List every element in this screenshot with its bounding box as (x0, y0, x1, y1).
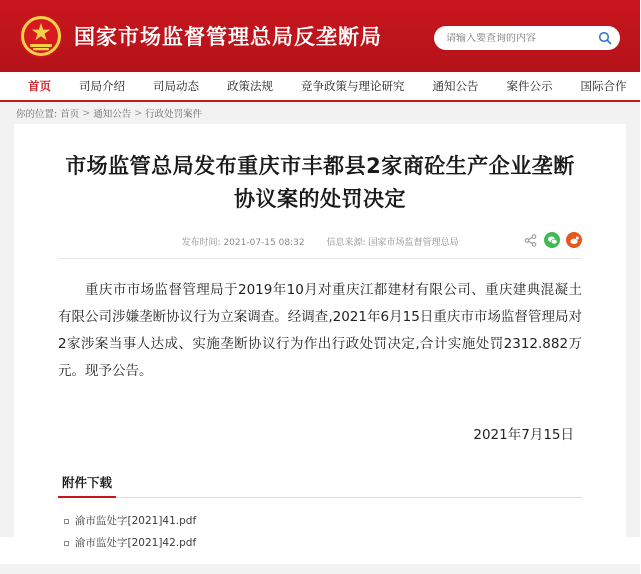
site-title: 国家市场监督管理总局反垄断局 (74, 25, 382, 49)
list-item[interactable] (64, 532, 582, 554)
nav-item-case-disclosure[interactable]: 案件公示 (506, 79, 553, 93)
search-input[interactable] (446, 33, 598, 44)
attachments-list (58, 510, 582, 554)
article-meta (58, 235, 582, 248)
source (327, 235, 459, 248)
article-date: 2021年7月15日 (473, 427, 574, 444)
publish-time-value: 2021-07-15 08:32 (223, 238, 305, 249)
list-item[interactable] (64, 510, 582, 532)
breadcrumb-separator: > (134, 107, 143, 119)
page-title: 市场监管总局发布重庆市丰都县2家商砼生产企业垄断协议案的处罚决定 (65, 154, 575, 211)
article-card (14, 124, 626, 564)
nav-item-bureau-intro[interactable]: 司局介绍 (79, 79, 125, 93)
nav-item-home[interactable]: 首页 (28, 79, 51, 93)
breadcrumb-item-penalty-cases[interactable]: 行政处罚案件 (145, 109, 203, 120)
source-label: 信息来源: (326, 238, 366, 249)
nav-item-bureau-news[interactable]: 司局动态 (153, 79, 199, 93)
attachment-file-name[interactable]: 渝市监处字[2021]42.pdf (75, 537, 197, 550)
nav-item-competition-research[interactable]: 竞争政策与理论研究 (301, 79, 405, 93)
breadcrumb-prefix: 你的位置: (16, 109, 58, 120)
attachments-title: 附件下载 (58, 473, 116, 498)
attachments-rule (58, 497, 582, 498)
source-value: 国家市场监督管理总局 (368, 238, 459, 249)
breadcrumb-item-announcements[interactable]: 通知公告 (93, 109, 132, 120)
publish-time-label: 发布时间: (181, 238, 221, 249)
nav-item-international[interactable]: 国际合作 (580, 79, 627, 93)
article-body: 重庆市市场监督管理局于2019年10月对重庆江都建材有限公司、重庆建典混凝土有限公司涉嫌垄断协议行为立案调查。经调查,2021年6月15日重庆市市场监督管理局对2家涉案当事人达成、实施垄断协议行为作出行政处罚决定,合计实施处罚2312.882万元。现予公告。 (58, 282, 582, 380)
share-group (522, 232, 582, 248)
breadcrumb (0, 102, 640, 124)
bullet-square-icon (64, 541, 69, 546)
search-icon[interactable] (598, 31, 612, 45)
search-box[interactable] (434, 26, 620, 50)
nav-item-announcements[interactable]: 通知公告 (432, 79, 479, 93)
breadcrumb-item-home[interactable]: 首页 (60, 109, 80, 120)
publish-time (182, 235, 305, 248)
breadcrumb-separator: > (82, 107, 91, 119)
share-icon[interactable] (522, 232, 538, 248)
weibo-share-icon[interactable] (566, 232, 582, 248)
attachment-file-name[interactable]: 渝市监处字[2021]41.pdf (75, 515, 197, 528)
main-nav (0, 72, 640, 102)
footer-strip (0, 564, 640, 574)
bullet-square-icon (64, 519, 69, 524)
site-header (0, 0, 640, 72)
national-emblem-icon (18, 13, 64, 59)
meta-divider (58, 258, 582, 259)
nav-item-policy-regulations[interactable]: 政策法规 (227, 79, 273, 93)
wechat-share-icon[interactable] (544, 232, 560, 248)
